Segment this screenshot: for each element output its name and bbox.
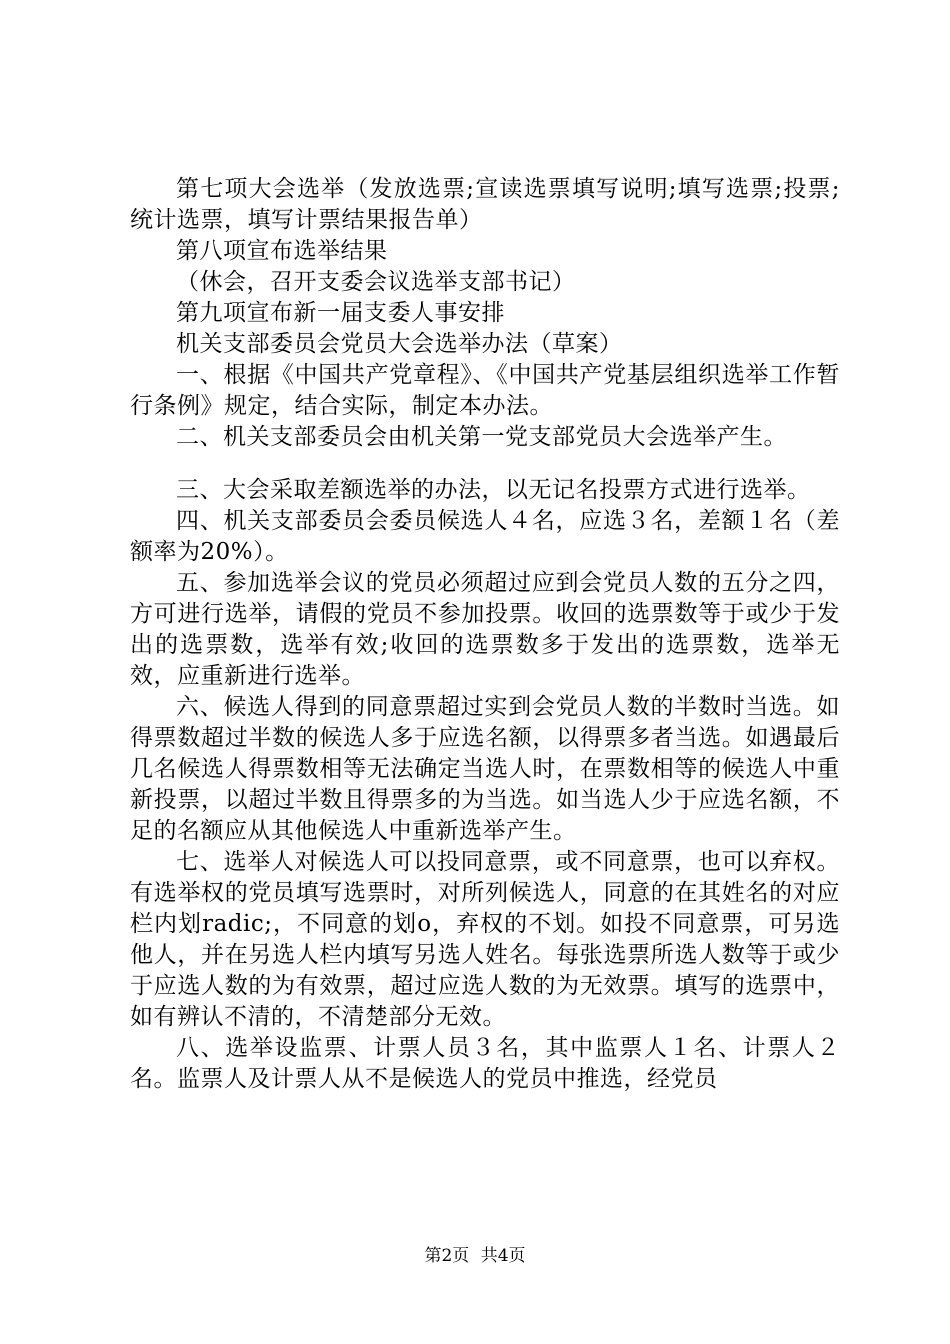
section-title: 机关支部委员会党员大会选举办法（草案） — [176, 331, 623, 357]
paragraph-rule-6: 六、候选人得到的同意票超过实到会党员人数的半数时当选。如得票数超过半数的候选人多于应选名额，以得票多者当选。如遇最后几名候选人得票数相等无法确定当选人时，在票数相等的候选人中重新投票，以超过半数且得票多的为当选。如当选人少于应选名额，不足的名额应从其他候选人中重新选举产生。 — [130, 694, 840, 844]
page-number-total: 共4页 — [480, 1246, 526, 1266]
paragraph-rule-5: 五、参加选举会议的党员必须超过应到会党员人数的五分之四，方可进行选举，请假的党员不参加投票。收回的选票数等于或少于发出的选票数，选举有效;收回的选票数多于发出的选票数，选举无效，应重新进行选举。 — [130, 570, 840, 689]
page-number-current: 第2页 — [424, 1246, 470, 1266]
paragraph-item-9: 第九项宣布新一届支委人事安排 — [176, 300, 505, 326]
paragraph-rule-7: 七、选举人对候选人可以投同意票，或不同意票，也可以弃权。有选举权的党员填写选票时，对所列候选人，同意的在其姓名的对应栏内划radic;，不同意的划o，弃权的不划。如投不同意票，可另选他人，并在另选人栏内填写另选人姓名。每张选票所选人数等于或少于应选人数的为有效票，超过应选人数的为无效票。填写的选票中，如有辨认不清的，不清楚部分无效。 — [130, 849, 840, 1030]
paragraph-rule-1: 一、根据《中国共产党章程》、《中国共产党基层组织选举工作暂行条例》规定，结合实际，制定本办法。 — [130, 362, 840, 419]
paragraph-rule-2: 二、机关支部委员会由机关第一党支部党员大会选举产生。 — [176, 424, 787, 450]
paragraph-rule-8: 八、选举设监票、计票人员３名，其中监票人１名、计票人２名。监票人及计票人从不是候选人的党员中推选，经党员 — [130, 1035, 840, 1092]
paragraph-item-7: 第七项大会选举（发放选票;宣读选票填写说明;填写选票;投票;统计选票，填写计票结果报告单） — [130, 176, 840, 233]
paragraph-rule-4: 四、机关支部委员会委员候选人４名，应选３名，差额１名（差额率为20%）。 — [130, 508, 840, 565]
page-footer — [0, 1245, 950, 1267]
paragraph-rule-3: 三、大会采取差额选举的办法，以无记名投票方式进行选举。 — [176, 477, 811, 503]
paragraph-item-8: 第八项宣布选举结果 — [176, 238, 388, 264]
document-body — [130, 174, 840, 1095]
paragraph-recess-note: （休会，召开支委会议选举支部书记） — [176, 269, 576, 295]
